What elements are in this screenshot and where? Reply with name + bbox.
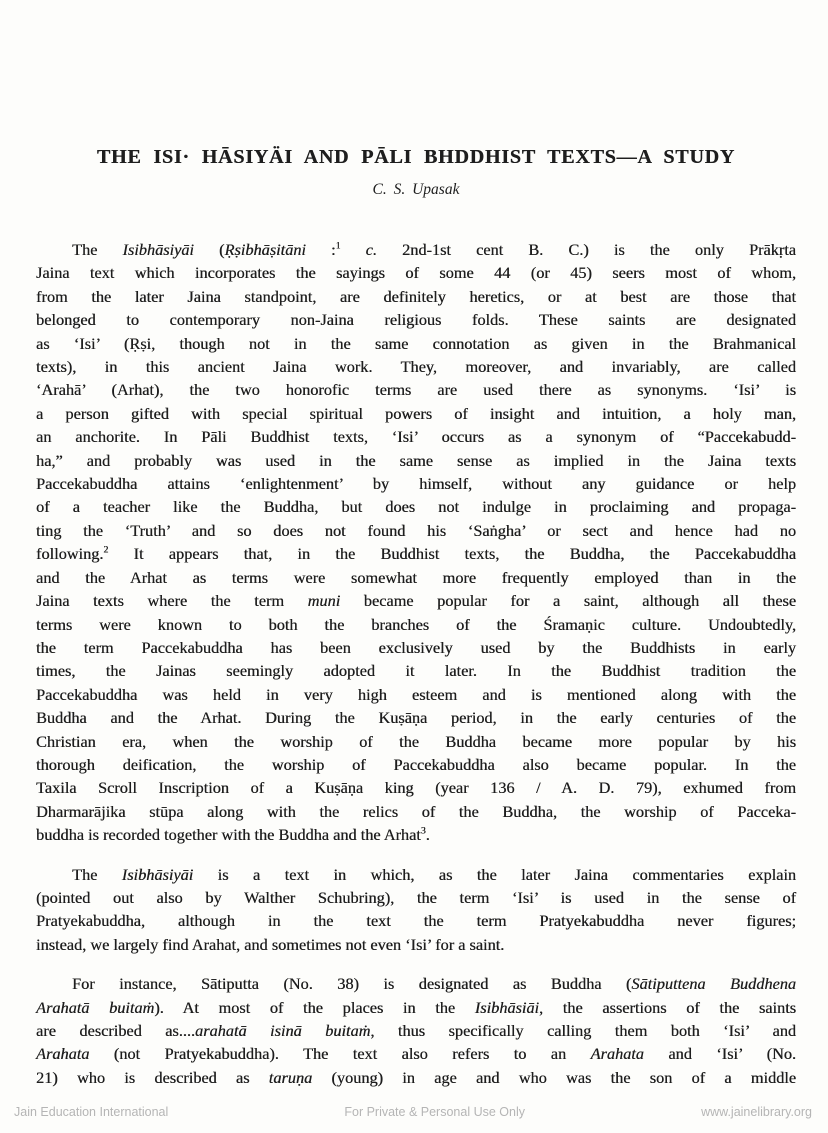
footer-publisher: Jain Education International (14, 1105, 169, 1119)
text-segment: Sātiputtena Buddhena (631, 974, 796, 994)
text-segment: (not Pratyekabuddha). The text also refers to an (89, 1044, 591, 1064)
paragraph-2 (36, 863, 796, 957)
text-segment: Buddha and the Arhat. During the Kuṣāṇa period, in the early centuries of the (36, 708, 796, 728)
text-line (36, 355, 796, 378)
text-segment: following. (36, 544, 104, 564)
text-segment: belonged to contemporary non-Jaina religious folds. These saints are designated (36, 310, 796, 330)
text-line (36, 285, 796, 308)
text-segment: Christian era, when the worship of the Buddha became more popular by his (36, 731, 796, 751)
text-segment: , the assertions of the saints (539, 997, 797, 1017)
text-line (36, 449, 796, 472)
text-segment: ). At most of the places in the (154, 997, 475, 1017)
text-line (36, 933, 796, 956)
text-line (36, 753, 796, 776)
text-line (36, 542, 796, 565)
text-segment: Jaina text which incorporates the sayings of some 44 (or 45) seers most of whom, (36, 263, 796, 283)
text-segment: , thus specifically calling them both ‘Isi’ and (370, 1021, 796, 1040)
text-line (36, 566, 796, 589)
text-segment: . (425, 825, 430, 845)
text-segment: muni (307, 591, 341, 611)
text-line (36, 730, 796, 753)
page-footer (14, 1105, 812, 1119)
text-segment: thorough deification, the worship of Paccekabuddha also became popular. In the (36, 754, 796, 774)
text-segment: (pointed out also by Walther Schubring), the term ‘Isi’ is used in the sense of (36, 887, 796, 907)
footer-website: www.jainelibrary.org (701, 1105, 812, 1119)
text-line (36, 800, 796, 823)
author-byline: C. S. Upasak (372, 181, 460, 198)
page-title: THE ISI· HĀSIYÄI AND PĀLI BHDDHIST TEXTS—A STUDY (96, 146, 736, 168)
article-body (36, 238, 796, 1089)
text-segment: c. (365, 240, 377, 259)
footnote-marker: 3 (420, 825, 426, 837)
text-segment: It appears that, in the Buddhist texts, the Buddha, the Paccekabuddha (108, 544, 796, 564)
text-segment: : (305, 240, 336, 259)
text-segment: Arahatā buitaṁ (36, 997, 155, 1017)
footnote-marker: 2 (103, 544, 109, 556)
text-segment: taruṇa (268, 1067, 313, 1087)
text-segment: 21) who is described as (36, 1067, 269, 1087)
text-line (36, 823, 796, 846)
text-line (36, 1066, 796, 1089)
text-line (36, 472, 796, 495)
text-segment: Pratyekabuddha, although in the text the term Pratyekabuddha never figures; (36, 911, 796, 931)
text-line (36, 613, 796, 636)
text-segment: Isibhāsiyāi (121, 864, 194, 884)
text-line (36, 886, 796, 909)
text-line (36, 238, 796, 261)
paragraph-3 (36, 972, 796, 1089)
text-segment: For instance, Sātiputta (No. 38) is designated as Buddha ( (72, 974, 632, 994)
text-segment: Paccekabuddha attains ‘enlightenment’ by himself, without any guidance or help (36, 474, 796, 494)
text-segment: arahatā isinā buitaṁ (195, 1021, 371, 1040)
text-segment: texts), in this ancient Jaina work. They, moreover, and invariably, are called (36, 357, 796, 377)
text-line (36, 261, 796, 284)
text-line (36, 378, 796, 401)
text-line (36, 706, 796, 729)
text-segment: (young) in age and who was the son of a middle (312, 1067, 796, 1087)
text-segment: Dharmarājika stūpa along with the relics of the Buddha, the worship of Pacceka- (36, 801, 796, 821)
text-line (36, 863, 796, 886)
text-segment: the term Paccekabuddha has been exclusively used by the Buddhists in early (36, 637, 796, 657)
text-line (36, 636, 796, 659)
text-segment: Taxila Scroll Inscription of a Kuṣāṇa king (year 136 / A. D. 79), exhumed from (36, 778, 796, 798)
text-segment: Isibhāsiāi (474, 997, 539, 1017)
text-line (36, 332, 796, 355)
text-segment: ‘Arahā’ (Arhat), the two honorofic terms are used there as synonyms. ‘Isi’ is (36, 380, 796, 400)
footnote-marker: 1 (335, 240, 341, 252)
text-line (36, 659, 796, 682)
text-segment: became popular for a saint, although all these (340, 591, 796, 611)
text-segment: of a teacher like the Buddha, but does not indulge in proclaiming and propaga- (36, 497, 796, 517)
text-segment: as ‘Isi’ (Ṛṣi, though not in the same connotation as given in the Brahmanical (36, 333, 796, 353)
text-segment: a person gifted with special spiritual powers of insight and intuition, a holy man, (36, 403, 796, 423)
text-segment: an anchorite. In Pāli Buddhist texts, ‘Isi’ occurs as a synonym of “Paccekabudd- (36, 427, 796, 447)
text-segment: Paccekabuddha was held in very high esteem and is mentioned along with the (36, 684, 796, 704)
text-line (36, 909, 796, 932)
paragraph-1 (36, 238, 796, 847)
text-segment: ha,” and probably was used in the same sense as implied in the Jaina texts (36, 450, 796, 470)
text-segment: and the Arhat as terms were somewhat more frequently employed than in the (36, 567, 796, 587)
text-segment: and ‘Isi’ (No. (643, 1044, 796, 1064)
text-segment: Jaina texts where the term (36, 591, 308, 611)
text-segment (340, 240, 365, 259)
text-line (36, 495, 796, 518)
text-segment: instead, we largely find Arahat, and sometimes not even ‘Isi’ for a saint. (36, 934, 505, 954)
text-segment: Arahata (590, 1044, 644, 1064)
text-line (36, 308, 796, 331)
text-segment: 2nd-1st cent B. C.) is the only Prākṛta (376, 240, 796, 259)
text-segment: Isibhāsiyāi (122, 240, 194, 259)
text-line (36, 683, 796, 706)
text-segment: Ṛṣibhāṣitāni (224, 240, 306, 259)
article-content (36, 145, 796, 1089)
text-segment: ( (193, 240, 225, 259)
text-line (36, 1019, 796, 1042)
text-line (36, 519, 796, 542)
text-line (36, 402, 796, 425)
text-segment: from the later Jaina standpoint, are definitely heretics, or at best are those that (36, 286, 796, 306)
text-line (36, 425, 796, 448)
text-segment: ting the ‘Truth’ and so does not found his ‘Saṅgha’ or sect and hence had no (36, 520, 796, 540)
text-segment: are described as.... (36, 1021, 195, 1040)
footer-usage-note: For Private & Personal Use Only (344, 1105, 525, 1119)
text-line (36, 1042, 796, 1065)
text-segment: The (72, 240, 123, 259)
text-line (36, 972, 796, 995)
text-segment: is a text in which, as the later Jaina commentaries explain (193, 864, 796, 884)
text-line (36, 776, 796, 799)
text-line (36, 589, 796, 612)
text-segment: buddha is recorded together with the Buddha and the Arhat (36, 825, 421, 845)
text-segment: The (72, 864, 122, 884)
text-segment: Arahata (36, 1044, 90, 1064)
text-line (36, 996, 796, 1019)
text-segment: times, the Jainas seemingly adopted it later. In the Buddhist tradition the (36, 661, 796, 681)
text-segment: terms were known to both the branches of the Śramaṇic culture. Undoubtedly, (36, 614, 796, 634)
